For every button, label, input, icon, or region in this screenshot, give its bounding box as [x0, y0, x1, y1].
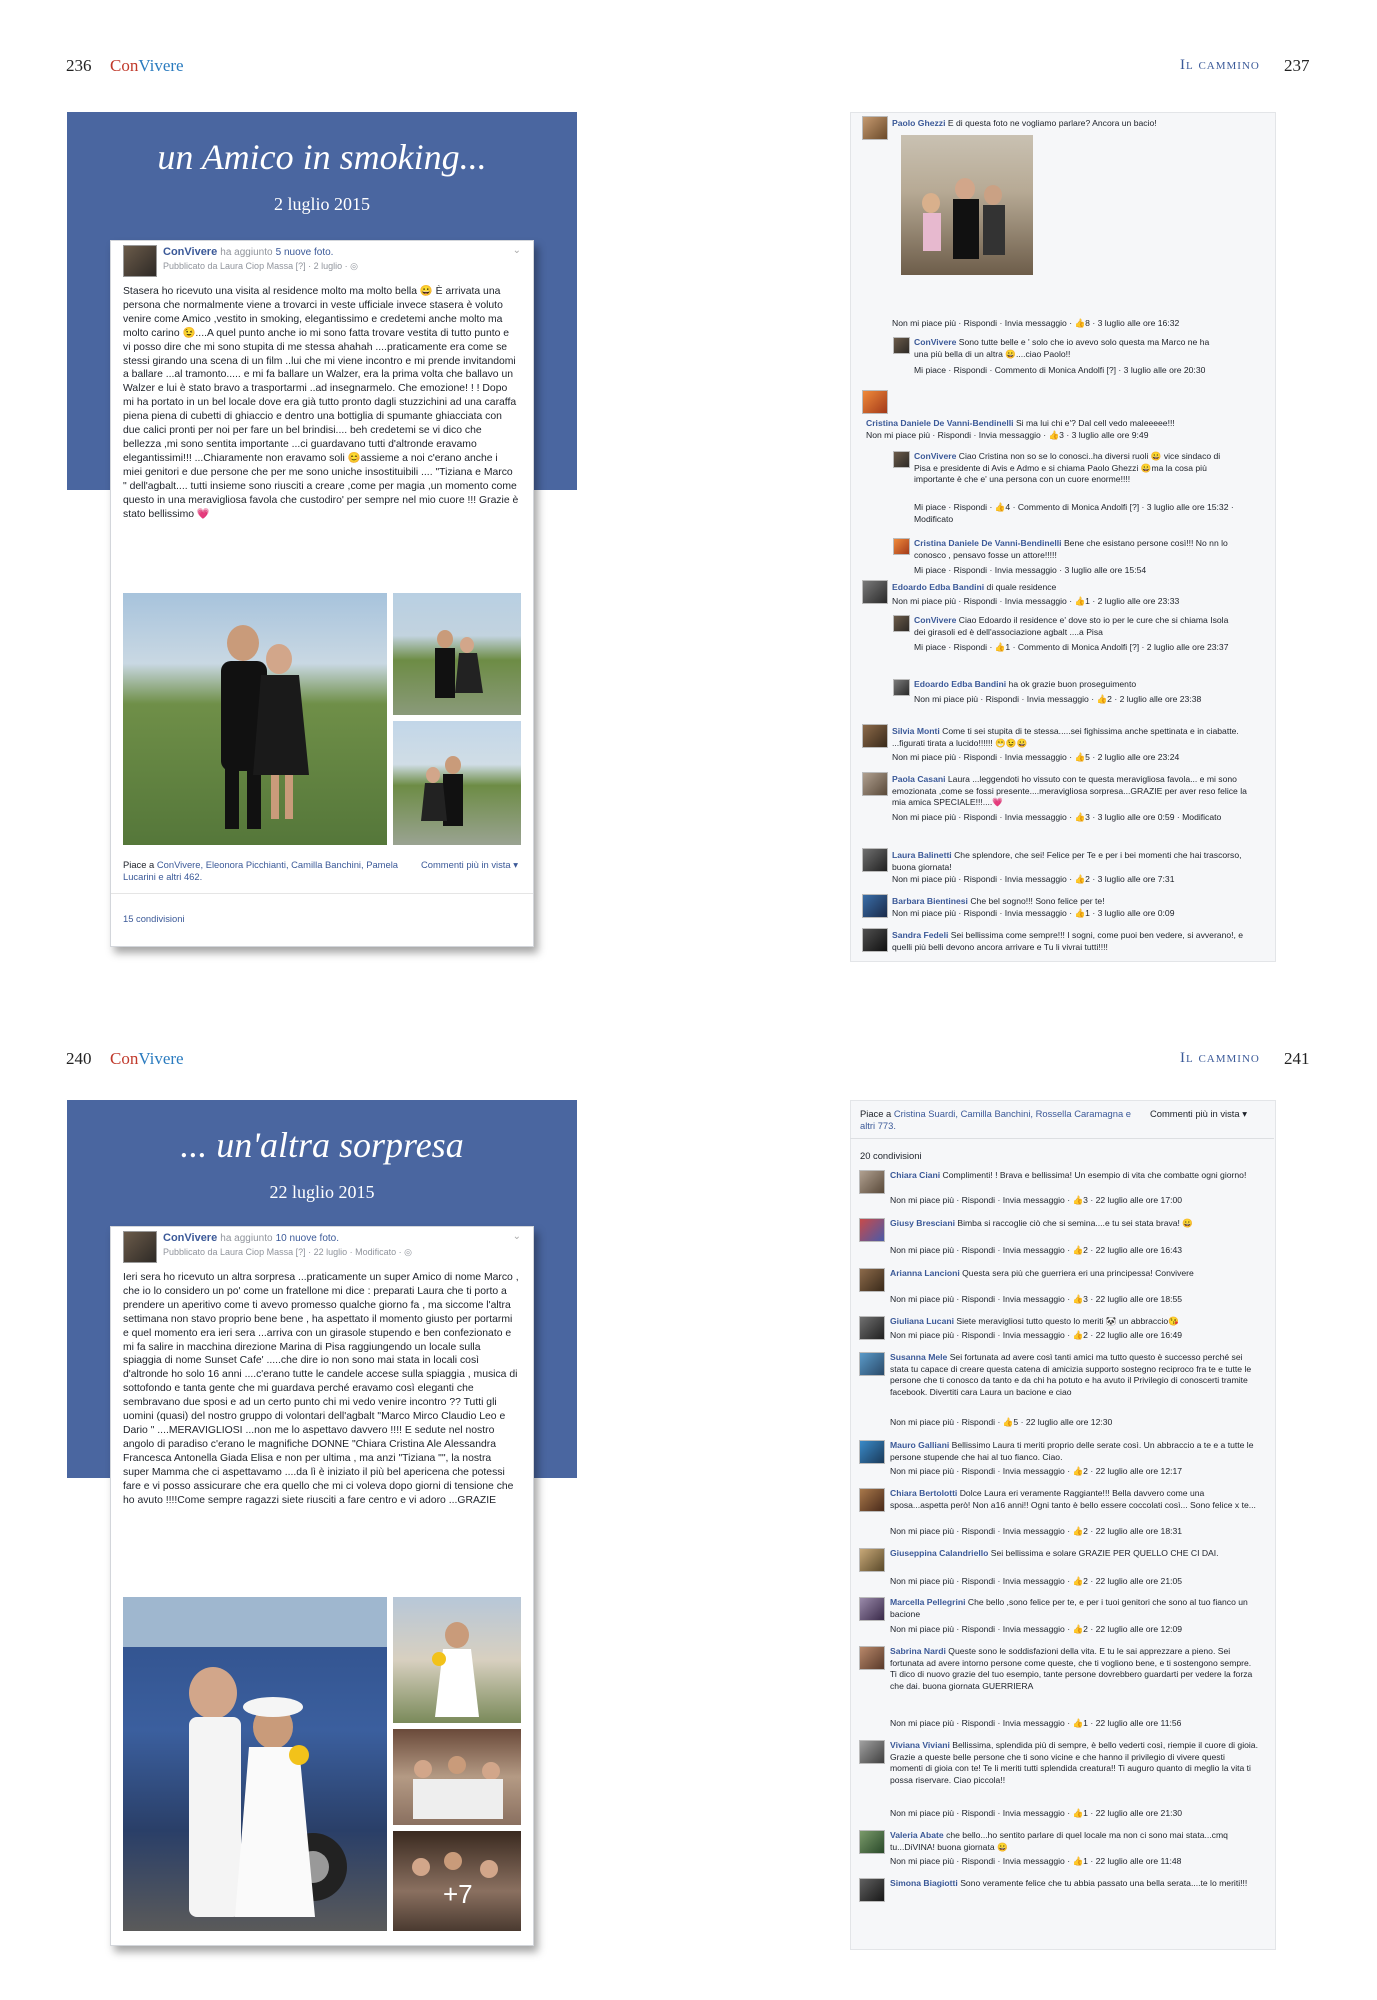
comment-actions[interactable]: Non mi piace più · Rispondi · Invia messaggio · 👍3 · 22 luglio alle ore 17:00 [890, 1195, 1183, 1205]
banner-date: 22 luglio 2015 [269, 1182, 375, 1202]
photo-dance-1[interactable] [393, 593, 521, 715]
comments-view-dropdown[interactable]: Commenti più in vista ▾ [1150, 1108, 1247, 1119]
shares-link[interactable]: 20 condivisioni [860, 1150, 922, 1161]
comments-panel [850, 112, 1276, 962]
comment: Edoardo Edba Bandini di quale residence [892, 582, 1057, 592]
avatar[interactable] [859, 1218, 885, 1242]
comment-actions[interactable]: Non mi piace più · Rispondi · Invia messaggio · 👍2 · 22 luglio alle ore 16:43 [890, 1245, 1183, 1255]
comment-actions[interactable]: Non mi piace più · Rispondi · Invia messaggio · 👍3 · 3 luglio alle ore 0:59 · Modificato [892, 812, 1222, 822]
comment-photo[interactable] [901, 135, 1033, 275]
comment: Viviana Viviani Bellissima, splendida più di sempre, è bello vederti così, riempie il cuore di gioia. Grazie a queste belle persone che ti sono vicine e che hanno il privilegio di vivere questi momenti di gioia con te! Te li meriti tutti splendida creatura!! Ti auguro quanto di meglio la vita ti possa riservare. Ciao piccola!! [890, 1740, 1258, 1785]
post-header: ConVivere ha aggiunto 5 nuove foto. [163, 246, 334, 258]
brand-logo: ConVivere [110, 1049, 184, 1068]
comment-actions[interactable]: Non mi piace più · Rispondi · Invia messaggio · 👍2 · 2 luglio alle ore 23:38 [914, 694, 1202, 704]
avatar[interactable] [123, 1231, 157, 1263]
post-text: Stasera ho ricevuto una visita al residence molto ma molto bella 😀 È arrivata una persona che normalmente viene a trovarci in veste ufficiale invece stasera è voluto venire come Amico ,vestito in smoking, elegantissimo e credetemi anche molto ma molto carino 😉....A quel punto anche io mi sono fatta trovare vestita di tutto punto e vi posso dire che mi sono stupita di me stessa ahahah ....praticamente era come se stessi girando una scena di un film ..lui che mi viene incontro e mi prende invitandomi a ballare ...al tramonto..... e mi fa ballare un Walzer, era la prima volta che ballavo un Walzer e lui è stato bravo a trasportarmi ..ad insegnarmelo. Che emozione! ! ! Dopo mi ha portato in un bel locale dove era già tutto pronto dagli stuzzichini ad una caraffa piena piena di cubetti di ghiaccio e dentro una bottiglia di spumante ghiacciata con due calici pronti per noi per fare un bel brindisi.... beh credetemi se vi dico che bellezza ,mi sono sentita importante ...ci guardavano tutti d'altronde eravamo elegantissimi!!! ...Chiaramente non eravamo soli 😊assieme a noi c'erano anche i miei genitori e due persone che per me sono uniche insostituibili .... "Tiziana e Marco " dell'agbalt.... tutti insieme sono riusciti a creare ,come per magia ,un momento come questo in una meravigliosa favola che custodiro' per sempre nel mio cuore !!! Grazie è stato bellissimo 💗 [123, 286, 519, 520]
avatar[interactable] [893, 337, 910, 354]
avatar[interactable] [859, 1830, 885, 1854]
photo-car-couple-figure [123, 1597, 387, 1931]
facebook-post [110, 240, 534, 947]
comment: Chiara Bertolotti Dolce Laura eri veramente Raggiante!!! Bella davvero come una sposa...aspetta però! Non a16 anni!! Ogni tanto è bello essere coccolati così... Sono felice x te... [890, 1488, 1256, 1510]
comment: Giuliana Lucani Siete meravigliosi tutto questo lo meriti 🐼 un abbraccio😘 [890, 1316, 1179, 1326]
post-author[interactable]: ConVivere [163, 246, 218, 258]
comment-actions[interactable]: Non mi piace più · Rispondi · Invia messaggio · 👍2 · 22 luglio alle ore 12:17 [890, 1466, 1183, 1476]
chapter-title: Il cammino [1180, 1050, 1260, 1066]
photo-couple-figure [123, 593, 387, 845]
comment-reply: ConVivere Sono tutte belle e ' solo che io avevo solo questa ma Marco ne ha una più bella di un altra 😀....ciao Paolo!! [914, 337, 1210, 359]
avatar[interactable] [893, 615, 910, 632]
avatar[interactable] [859, 1740, 885, 1764]
avatar[interactable] [859, 1352, 885, 1376]
photo-girl-sunflower-figure [393, 1597, 521, 1723]
likes-names-link[interactable]: Cristina Suardi, Camilla Banchini, Rossella [893, 1108, 1072, 1119]
shares-link[interactable]: 15 condivisioni [123, 913, 185, 924]
chevron-down-icon[interactable]: ⌄ [512, 1231, 521, 1242]
photo-group-1[interactable] [393, 1729, 521, 1825]
avatar[interactable] [893, 538, 910, 555]
comment-actions[interactable]: Mi piace · Rispondi · 👍4 · Commento di Monica Andolfi [?] · 3 luglio alle ore 15:32 · Modificato [914, 502, 1234, 524]
comment-actions[interactable]: Mi piace · Rispondi · Commento di Monica Andolfi [?] · 3 luglio alle ore 20:30 [914, 365, 1206, 375]
comment-actions[interactable]: Non mi piace più · Rispondi · Invia messaggio · 👍8 · 3 luglio alle ore 16:32 [892, 318, 1180, 328]
divider [111, 893, 533, 894]
comment-actions[interactable]: Non mi piace più · Rispondi · Invia messaggio · 👍3 · 3 luglio alle ore 9:49 [866, 430, 1149, 440]
comment: Silvia Monti Come ti sei stupita di te stessa.....sei fighissima anche spettinata e in ciabatte. ...figurati tirata a lucido!!!!!! 😁😉😀 [892, 726, 1239, 748]
avatar[interactable] [893, 451, 910, 468]
page-number-left: 236 [66, 56, 92, 75]
comments-view-dropdown[interactable]: Commenti più in vista ▾ [421, 859, 518, 870]
comment: Giusy Bresciani Bimba si raccoglie ciò che si semina....e tu sei stata brava! 😀 [890, 1218, 1194, 1228]
comment-reply: Cristina Daniele De Vanni-Bendinelli Bene che esistano persone così!!! No nn lo conosco , pensavo fosse un attore!!!!! [914, 538, 1228, 560]
chapter-title: Il cammino [1180, 57, 1260, 73]
comment-reply: ConVivere Ciao Cristina non so se lo conosci..ha diversi ruoli 😀 vice sindaco di Pisa e presidente di Avis e Admo e si chiama Paolo Ghezzi 😀ma la cosa più importante è che e' una persona con un cuore enorme!!!! [914, 451, 1221, 484]
avatar[interactable] [859, 1268, 885, 1292]
post-author[interactable]: ConVivere [163, 1232, 218, 1244]
avatar[interactable] [859, 1597, 885, 1621]
comment: Simona Biagiotti Sono veramente felice che tu abbia passato una bella serata....te lo meriti!!! [890, 1878, 1248, 1888]
comment: Susanna Mele Sei fortunata ad avere così tanti amici ma tutto questo è successo perché sei stata tu capace di creare questa catena di amicizia supporto sostegno reciproco fra te e tutte le persone che ti conosco da tanto e da chi ha potuto e ha avuto il Privilegio di conoscerti tramite facebook. Divertiti cara Laura un bacione e ciao [890, 1352, 1252, 1397]
divider [850, 1138, 1274, 1139]
photo-couple[interactable] [123, 593, 387, 845]
comment-actions[interactable]: Non mi piace più · Rispondi · Invia messaggio · 👍2 · 3 luglio alle ore 7:31 [892, 874, 1175, 884]
comment-actions[interactable]: Non mi piace più · Rispondi · Invia messaggio · 👍1 · 22 luglio alle ore 21:30 [890, 1808, 1183, 1818]
photo-group-more[interactable] [393, 1831, 521, 1931]
banner-title: ... un'altra sorpresa [180, 1125, 464, 1165]
avatar[interactable] [123, 245, 157, 277]
comment: Sabrina Nardi Queste sono le soddisfazioni della vita. E tu le sai apprezzare a pieno. Sei fortunata ad avere intorno persone come queste, che ti vogliono bene, e ti sostengono sempre. Ti dico di nuovo grazie del tuo esempio, tante persone dovrebbero guardarti per vedere la forza che dai. buona giornata GUERRIERA [890, 1646, 1253, 1691]
page-number-left: 240 [66, 1049, 92, 1068]
post-likes: Piace a Cristina Suardi, Camilla Banchini, Rossella Caramagna e altri 773. [860, 1108, 1131, 1131]
comment-actions[interactable]: Non mi piace più · Rispondi · 👍5 · 22 luglio alle ore 12:30 [890, 1417, 1113, 1427]
comment: Giuseppina Calandriello Sei bellissima e solare GRAZIE PER QUELLO CHE CI DAI. [890, 1548, 1219, 1558]
photo-group-1-figure [393, 1729, 521, 1825]
page-number-right: 241 [1284, 1049, 1310, 1068]
photos-link[interactable]: 5 nuove foto. [275, 247, 334, 258]
avatar[interactable] [862, 580, 888, 604]
comment: Arianna Lancioni Questa sera più che guerriera eri una principessa! Convivere [890, 1268, 1194, 1278]
comment: Mauro Galliani Bellissimo Laura ti meriti proprio delle serate così. Un abbraccio a te e a tutte le persone stupende che hai al tuo fianco. Ciao. [890, 1440, 1254, 1462]
facebook-post [110, 1226, 534, 1946]
banner-date: 2 luglio 2015 [273, 194, 370, 214]
comment-actions[interactable]: Non mi piace più · Rispondi · Invia messaggio · 👍3 · 22 luglio alle ore 18:55 [890, 1294, 1183, 1304]
post-text: Ieri sera ho ricevuto un altra sorpresa ...praticamente un super Amico di nome Marco , che io lo considero un po' come un fratellone mi dice : preparati Laura che ti porto a prendere un aperitivo come ti avevo promesso qualche giorno fa , ma siccome l'altra settimana non stavo proprio bene bene , ha aspettato il momento giusto per portarmi e quel momento era ieri sera ...arriva con un girasole stupendo e ben confezionato e mi fa salire in macchina direzione Marina di Pisa raggiungendo un locale sulla spiaggia di nome Sunset Cafe' .....che dire io non sono mai stata in locali così d'altronde ho solo 16 anni ....c'erano tutte le candele accese sulla spiaggia , musica di sottofondo e tanta gente che mi guardava perché eravamo così eleganti che sembravano due sposi e ad un certo punto chi mi vedo venire incontro ?? Tutti gli uomini (quasi) del nostro gruppo di volontari dell'agbalt "Marco Mirco Claudio Leo e Dario " ....MERAVIGLIOSI ...non me lo aspettavo davvero !!!! E sedute nel nostro angolo di paradiso c'erano le magnifiche DONNE "Chiara Cristina Ale Alessandra Francesca Antonella Giada Elisa e non per ultima , ma anzi "Tiziana "", la nostra super Mamma che ci aspettavamo ....da lì è iniziato il più bel apericena che potessi fare e vi posso assicurare che era quello che mi ci voleva dopo giorni di tensione che ho avuto !!!!Come sempre ragazzi siete riusciti a fare centro e vi adoro ...GRAZIE [123, 1272, 519, 1506]
comment-actions[interactable]: Non mi piace più · Rispondi · Invia messaggio · 👍2 · 22 luglio alle ore 18:31 [890, 1526, 1183, 1536]
avatar[interactable] [862, 390, 888, 414]
likes-more-link[interactable]: Caramagna e altri 773. [860, 1108, 1131, 1131]
photo-dance-1-figure [393, 593, 521, 715]
comment: Paolo Ghezzi E di questa foto ne vogliamo parlare? Ancora un bacio! [892, 118, 1157, 128]
avatar[interactable] [859, 1440, 885, 1464]
comment-actions[interactable]: Non mi piace più · Rispondi · Invia messaggio · 👍5 · 2 luglio alle ore 23:24 [892, 752, 1180, 762]
avatar[interactable] [859, 1170, 885, 1194]
comment-actions[interactable]: Non mi piace più · Rispondi · Invia messaggio · 👍1 · 22 luglio alle ore 11:56 [890, 1718, 1182, 1728]
avatar[interactable] [862, 894, 888, 918]
comment-actions[interactable]: Mi piace · Rispondi · Invia messaggio · 3 luglio alle ore 15:54 [914, 565, 1147, 575]
avatar[interactable] [862, 848, 888, 872]
post-meta: Pubblicato da Laura Ciop Massa [?] · 2 luglio · ◎ [163, 261, 358, 271]
comment: Barbara Bientinesi Che bel sogno!!! Sono felice per te! [892, 896, 1105, 906]
post-header: ConVivere ha aggiunto 10 nuove foto. [163, 1232, 340, 1244]
comment: Valeria Abate che bello...ho sentito parlare di quel locale ma non ci sono mai stata...cmq tu...DiVINA! buona giornata 😀 [890, 1830, 1228, 1852]
avatar[interactable] [859, 1646, 885, 1670]
avatar[interactable] [859, 1548, 885, 1572]
avatar[interactable] [893, 679, 910, 696]
photo-dance-2-figure [393, 721, 521, 845]
comment: Sandra Fedeli Sei bellissima come sempre!!! I sogni, come puoi ben vedere, si avverano!, e quelli più belli devono ancora arrivare e Tu li vivrai tutti!!!! [892, 930, 1244, 952]
comment-actions[interactable]: Non mi piace più · Rispondi · Invia messaggio · 👍2 · 22 luglio alle ore 16:49 [890, 1330, 1183, 1340]
comment-actions[interactable]: Non mi piace più · Rispondi · Invia messaggio · 👍2 · 22 luglio alle ore 21:05 [890, 1576, 1183, 1586]
photo-dance-2[interactable] [393, 721, 521, 845]
comment: Cristina Daniele De Vanni-Bendinelli Si ma lui chi e'? Dal cell vedo maleeeee!!! [866, 418, 1175, 428]
likes-names-link[interactable]: ConVivere, Eleonora Picchianti, Camilla Banchini, [156, 859, 364, 870]
comment: Marcella Pellegrini Che bello ,sono felice per te, e per i tuoi genitori che sono al tuo fianco un bacione [890, 1597, 1248, 1619]
avatar[interactable] [859, 1488, 885, 1512]
comment: Laura Balinetti Che splendore, che sei! Felice per Te e per i bei momenti che hai trascorso, buona giornata! [892, 850, 1242, 872]
photo-girl-sunflower[interactable] [393, 1597, 521, 1723]
chevron-down-icon[interactable]: ⌄ [512, 245, 521, 256]
comment-reply: Edoardo Edba Bandini ha ok grazie buon proseguimento [914, 679, 1137, 689]
comment-photo-figure [901, 135, 1033, 275]
comment-actions[interactable]: Non mi piace più · Rispondi · Invia messaggio · 👍1 · 22 luglio alle ore 11:48 [890, 1856, 1182, 1866]
avatar[interactable] [862, 772, 888, 796]
more-photos-count[interactable]: +7 [443, 1879, 473, 1909]
post-likes: Piace a ConVivere, Eleonora Picchianti, Camilla Banchini, Pamela Lucarini e altri 462. [123, 859, 398, 882]
comment-actions[interactable]: Non mi piace più · Rispondi · Invia messaggio · 👍1 · 3 luglio alle ore 0:09 [892, 908, 1175, 918]
photo-car-couple[interactable] [123, 1597, 387, 1931]
avatar[interactable] [862, 116, 888, 140]
post-meta: Pubblicato da Laura Ciop Massa [?] · 22 luglio · Modificato · ◎ [163, 1247, 412, 1257]
avatar[interactable] [859, 1316, 885, 1340]
comment-actions[interactable]: Mi piace · Rispondi · 👍1 · Commento di Monica Andolfi [?] · 2 luglio alle ore 23:37 [914, 642, 1229, 652]
comment-actions[interactable]: Non mi piace più · Rispondi · Invia messaggio · 👍1 · 2 luglio alle ore 23:33 [892, 596, 1180, 606]
comment: Chiara Ciani Complimenti! ! Brava e bellissima! Un esempio di vita che combatte ogni giorno! [890, 1170, 1247, 1180]
banner-title: un Amico in smoking... [157, 137, 487, 177]
photos-link[interactable]: 10 nuove foto. [275, 1233, 340, 1244]
brand-logo: ConVivere [110, 56, 184, 75]
avatar[interactable] [862, 928, 888, 952]
avatar[interactable] [859, 1878, 885, 1902]
comment-reply: ConVivere Ciao Edoardo il residence e' dove sto io per le cure che si chiama Isola dei girasoli ed è dell'associazione agbalt ....a Pisa [914, 615, 1229, 637]
avatar[interactable] [862, 724, 888, 748]
page-number-right: 237 [1284, 56, 1310, 75]
likes-more-link[interactable]: Pamela Lucarini e altri 462. [123, 859, 398, 882]
comment-actions[interactable]: Non mi piace più · Rispondi · Invia messaggio · 👍2 · 22 luglio alle ore 12:09 [890, 1624, 1183, 1634]
comment: Paola Casani Laura ...leggendoti ho vissuto con te questa meravigliosa favola... e mi sono emozionata ,come se fossi presente....meravigliosa sorpresa...GRAZIE per aver reso felice la mia amica SPECIALE!!!....💗 [892, 774, 1247, 807]
